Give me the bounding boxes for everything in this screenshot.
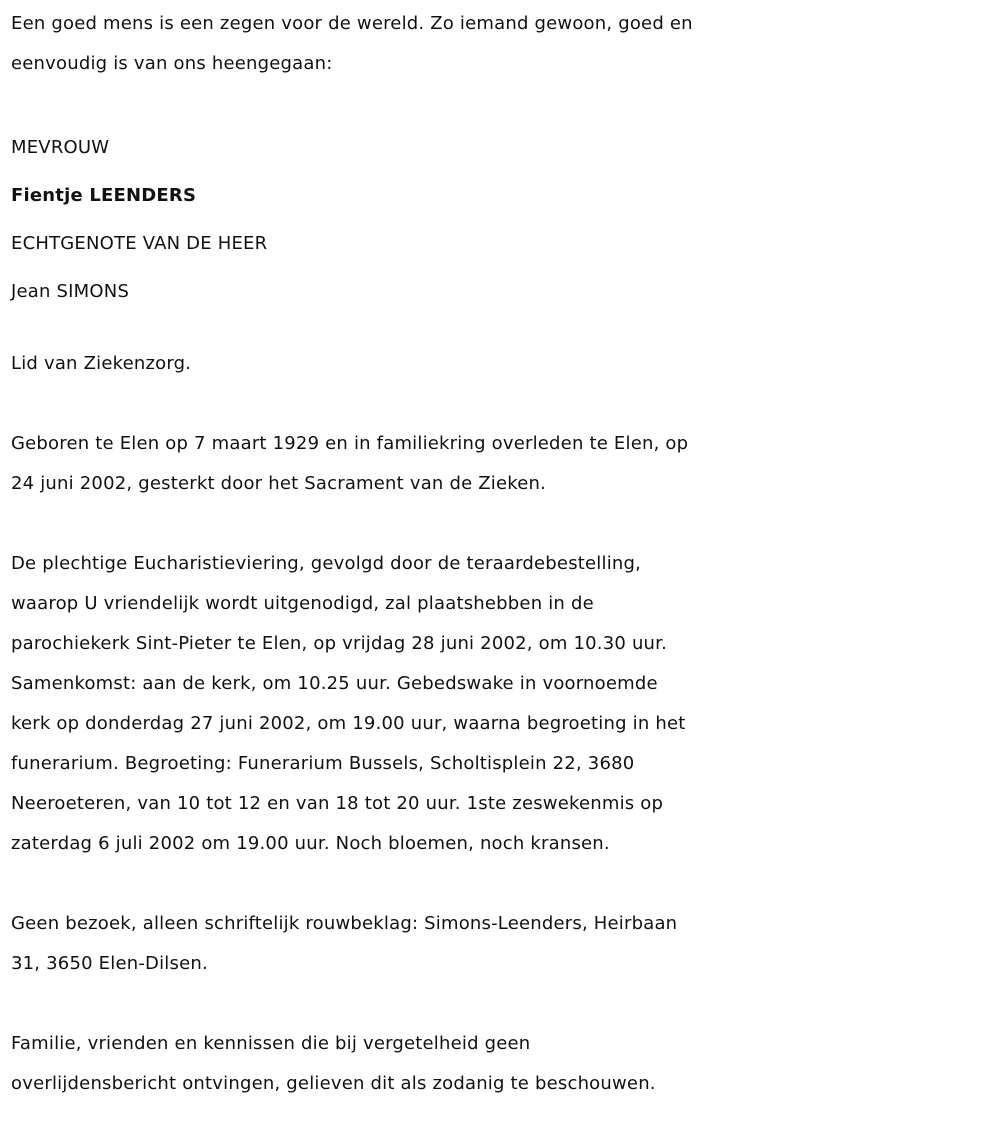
ceremony-paragraph xyxy=(11,544,990,864)
birth-death-paragraph xyxy=(11,424,990,504)
closing-line-2: overlijdensbericht ontvingen, gelieven dit als zodanig te beschouwen. xyxy=(11,1073,656,1094)
ceremony-line: kerk op donderdag 27 juni 2002, om 19.00 uur, waarna begroeting in het xyxy=(11,713,686,734)
membership-paragraph xyxy=(11,344,990,384)
ceremony-line: De plechtige Eucharistieviering, gevolgd door de teraardebestelling, xyxy=(11,553,642,574)
condolences-line-2: 31, 3650 Elen-Dilsen. xyxy=(11,953,208,974)
ceremony-line: Neeroeteren, van 10 tot 12 en van 18 tot 20 uur. 1ste zeswekenmis op xyxy=(11,793,664,814)
intro-paragraph xyxy=(11,4,990,84)
ceremony-line: zaterdag 6 juli 2002 om 19.00 uur. Noch bloemen, noch kransen. xyxy=(11,833,610,854)
closing-line-1: Familie, vrienden en kennissen die bij vergetelheid geen xyxy=(11,1033,531,1054)
membership-line: Lid van Ziekenzorg. xyxy=(11,353,192,374)
intro-line-2: eenvoudig is van ons heengegaan: xyxy=(11,53,333,74)
birth-death-line-2: 24 juni 2002, gesterkt door het Sacrament van de Zieken. xyxy=(11,473,547,494)
condolences-line-1: Geen bezoek, alleen schriftelijk rouwbeklag: Simons-Leenders, Heirbaan xyxy=(11,913,678,934)
deceased-prefix: MEVROUW xyxy=(11,137,110,158)
ceremony-line: funerarium. Begroeting: Funerarium Bussels, Scholtisplein 22, 3680 xyxy=(11,753,635,774)
spouse-name: Jean SIMONS xyxy=(11,281,130,302)
intro-line-1: Een goed mens is een zegen voor de wereld. Zo iemand gewoon, goed en xyxy=(11,13,693,34)
deceased-block xyxy=(11,124,990,316)
ceremony-line: Samenkomst: aan de kerk, om 10.25 uur. Gebedswake in voornoemde xyxy=(11,673,658,694)
closing-paragraph xyxy=(11,1024,990,1104)
deceased-name: Fientje LEENDERS xyxy=(11,185,197,206)
ceremony-line: waarop U vriendelijk wordt uitgenodigd, zal plaatshebben in de xyxy=(11,593,594,614)
condolences-paragraph xyxy=(11,904,990,984)
birth-death-line-1: Geboren te Elen op 7 maart 1929 en in familiekring overleden te Elen, op xyxy=(11,433,689,454)
ceremony-line: parochiekerk Sint-Pieter te Elen, op vrijdag 28 juni 2002, om 10.30 uur. xyxy=(11,633,668,654)
deceased-relation: ECHTGENOTE VAN DE HEER xyxy=(11,233,268,254)
